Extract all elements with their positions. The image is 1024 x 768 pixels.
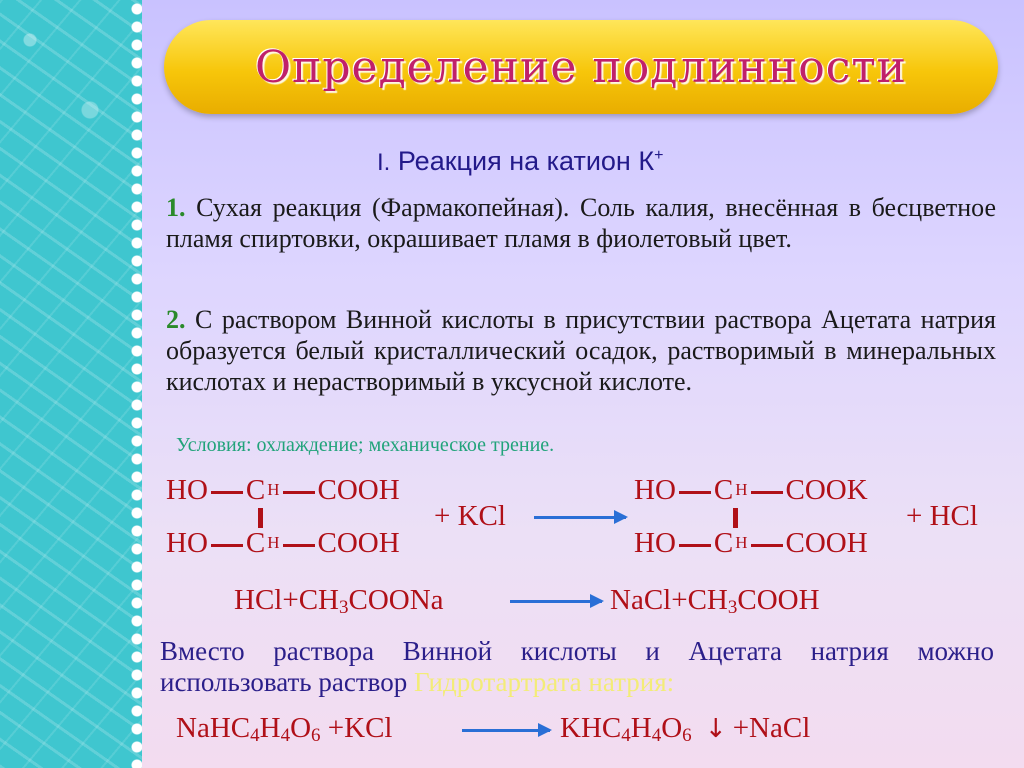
section-heading [377,146,663,177]
reaction-arrow-3 [462,729,550,732]
plus: + [282,584,299,616]
product-bottom-cooh: COOH [785,527,868,559]
bond [283,491,315,494]
section-sup: + [654,147,664,164]
subscript: 3 [727,597,738,618]
khc: KHC [560,712,622,744]
product-bottom-h: H [735,533,748,552]
kcl: KCl [344,712,393,744]
h: H [630,712,652,744]
plus: + [732,712,750,744]
reactant-top-c: C [245,474,266,506]
reagent-kcl: + KCl [434,500,506,532]
bond [679,544,711,547]
nacl: NaCl [749,712,811,744]
coona: COONa [348,584,444,616]
product-top-cook: COOK [785,474,868,506]
reaction-2-left [234,584,444,619]
product-top-c: C [713,474,734,506]
reactant-bottom-ho: HO [166,527,208,559]
reactant-bottom-row [166,527,400,560]
product-top-h: H [735,480,748,499]
subscript: 3 [339,597,349,618]
reaction-arrow-1 [534,516,626,519]
reaction-arrow-2 [510,600,602,603]
reactant-bottom-c: C [245,527,266,559]
vertical-bond [733,508,738,528]
plus: + [327,712,345,744]
plus: + [671,584,688,616]
subscript: 6 [682,725,692,746]
product-top-ho: HO [634,474,676,506]
subscript: 6 [311,725,321,746]
reactant-top-h: H [267,480,280,499]
ch: CH [298,584,339,616]
product-bottom-ho: HO [634,527,676,559]
reactant-top-ho: HO [166,474,208,506]
reaction-3-left [176,712,392,747]
nacl: NaCl [610,584,672,616]
o: O [290,712,312,744]
conditions-text: Условия: охлаждение; механическое трение. [176,434,555,456]
subscript: 4 [621,725,631,746]
reaction-3-right [560,712,810,747]
bond [679,491,711,494]
reactant-bottom-h: H [267,533,280,552]
product-bottom-c: C [713,527,734,559]
product-top-row [634,474,868,507]
vertical-bond [258,508,263,528]
decorative-border [0,0,142,768]
ch: CH [687,584,728,616]
bond [751,544,783,547]
precipitate-down-arrow-icon: ↓ [704,714,727,744]
cooh: COOH [737,584,820,616]
section-text: Реакция на катион К [397,146,655,176]
subscript: 4 [651,725,662,746]
section-number: I. [377,149,391,176]
bond [211,544,243,547]
paragraph-1-number: 1. [166,193,186,222]
bond [211,491,243,494]
title-banner [164,20,998,114]
paragraph-2-number: 2. [166,305,186,334]
reactant-top-row [166,474,400,507]
slide-title: Определение подлинности [254,41,908,93]
note-text: Вместо раствора Винной кислоты и Ацетата натрия можно использовать раствор [160,636,994,697]
subscript: 4 [280,725,291,746]
paragraph-1 [166,192,996,254]
note-highlight: Гидротартрата натрия: [413,667,675,697]
product-hcl: + HCl [906,500,978,532]
product-bottom-row [634,527,868,560]
paragraph-2 [166,304,996,397]
reactant-bottom-cooh: COOH [317,527,400,559]
bond [283,544,315,547]
h: H [259,712,281,744]
reaction-2-right [610,584,820,619]
hcl: HCl [234,584,283,616]
paragraph-2-text: С раствором Винной кислоты в присутствии раствора Ацетата натрия образуется белый кристаллический осадок, растворимый в минеральных кислотах и нерастворимый в уксусной кислоте. [166,305,996,396]
o: O [661,712,683,744]
note-paragraph [160,636,994,698]
bond [751,491,783,494]
paragraph-1-text: Сухая реакция (Фармакопейная). Соль калия, внесённая в бесцветное пламя спиртовки, окрашивает пламя в фиолетовый цвет. [166,193,996,253]
reactant-top-cooh: COOH [317,474,400,506]
subscript: 4 [250,725,260,746]
nahc: NaHC [176,712,251,744]
slide [142,0,1024,768]
